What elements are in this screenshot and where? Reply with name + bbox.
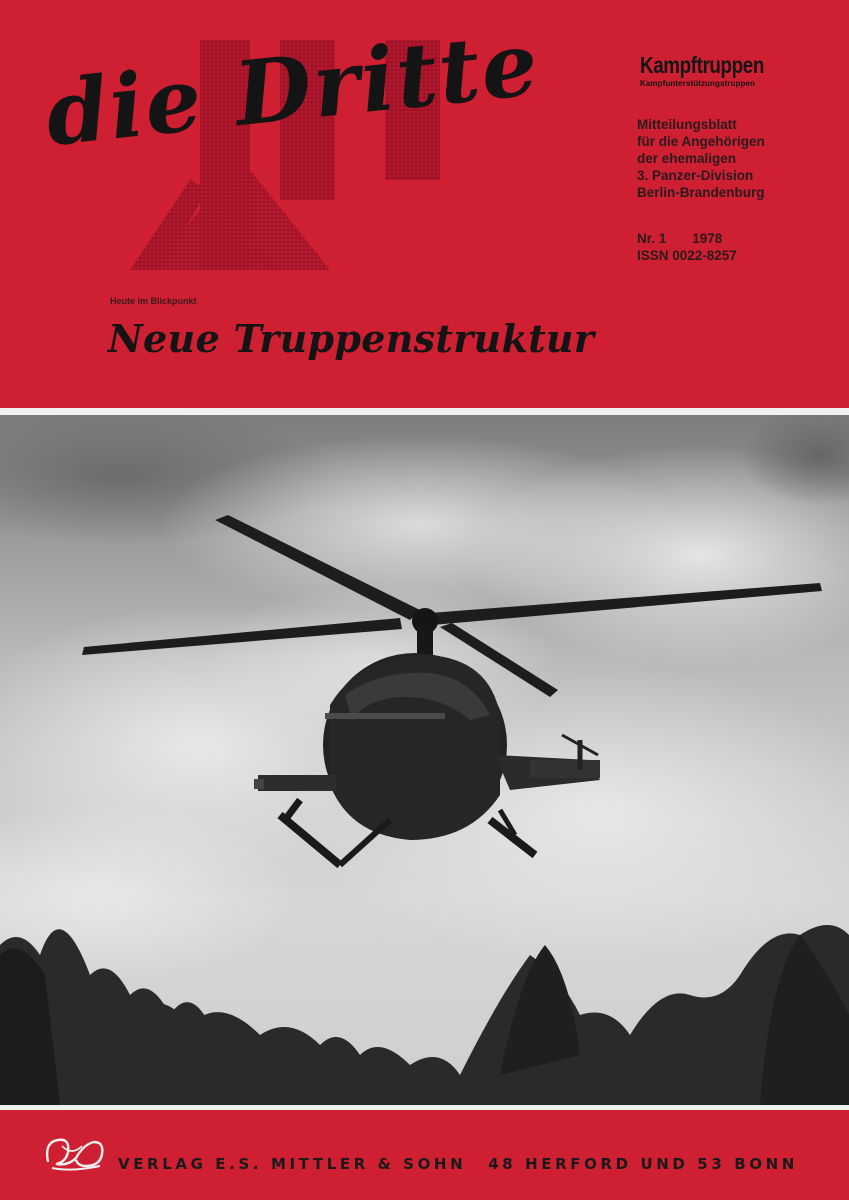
description-line: Berlin-Brandenburg (637, 185, 765, 200)
helicopter-photo (0, 415, 849, 1105)
brand-name: Kampftruppen (640, 52, 764, 78)
magazine-title: die Dritte (41, 10, 545, 166)
publisher-cities: 48 HERFORD UND 53 BONN (488, 1155, 798, 1173)
brand-subtitle: Kampfunterstützungstruppen (640, 79, 756, 88)
issn: ISSN 0022-8257 (637, 248, 737, 263)
issue-number: Nr. 1 (637, 231, 667, 246)
description-line: der ehemaligen (637, 151, 737, 166)
cover-photo (0, 415, 849, 1105)
feature-headline: Neue Truppenstruktur (108, 316, 595, 361)
publication-description (637, 116, 837, 201)
description-line: Mitteilungsblatt (637, 117, 737, 132)
brand-block (640, 52, 791, 88)
publisher-line (118, 1155, 798, 1173)
issue-info (637, 230, 737, 264)
publisher-name: VERLAG E.S. MITTLER & SOHN (118, 1155, 467, 1173)
description-line: für die Angehörigen (637, 134, 765, 149)
description-line: 3. Panzer-Division (637, 168, 754, 183)
issue-year: 1978 (692, 231, 723, 246)
publisher-monogram-logo (42, 1132, 108, 1174)
feature-kicker: Heute im Blickpunkt (110, 296, 197, 306)
